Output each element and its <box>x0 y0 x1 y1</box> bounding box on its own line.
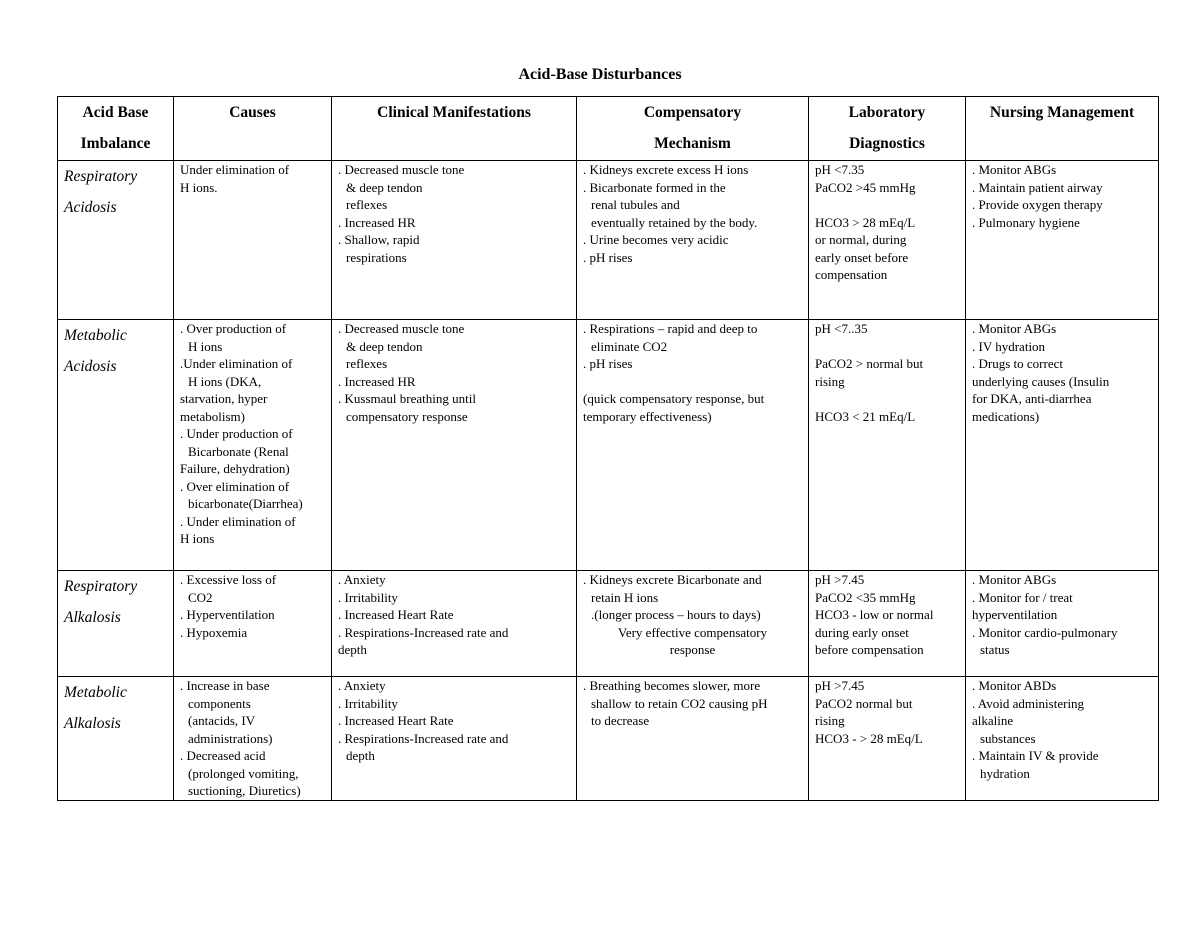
clinical-cell: . Decreased muscle tone & deep tendon reflexes . Increased HR . Shallow, rapid respirations <box>332 161 577 320</box>
header-row <box>58 97 1159 161</box>
header-compensatory-mechanism: Compensatory Mechanism <box>577 97 809 161</box>
header-causes: Causes <box>174 97 332 161</box>
table-row <box>58 161 1159 320</box>
table-row <box>58 677 1159 801</box>
nursing-cell: . Monitor ABGs . Monitor for / treat hyperventilation . Monitor cardio-pulmonary status <box>966 571 1159 677</box>
compensatory-cell: . Breathing becomes slower, more shallow to retain CO2 causing pH to decrease <box>577 677 809 801</box>
clinical-cell: . Anxiety . Irritability . Increased Heart Rate . Respirations-Increased rate and depth <box>332 571 577 677</box>
laboratory-cell: pH <7..35 PaCO2 > normal but rising HCO3 < 21 mEq/L <box>809 320 966 571</box>
table-row <box>58 320 1159 571</box>
clinical-cell: . Decreased muscle tone & deep tendon reflexes . Increased HR . Kussmaul breathing until compensatory response <box>332 320 577 571</box>
imbalance-cell: Metabolic Acidosis <box>58 320 174 571</box>
causes-cell: . Increase in base components (antacids, IV administrations) . Decreased acid (prolonged vomiting, suctioning, Diuretics) <box>174 677 332 801</box>
causes-cell: . Excessive loss of CO2 . Hyperventilation . Hypoxemia <box>174 571 332 677</box>
causes-cell: . Over production of H ions .Under elimination of H ions (DKA, starvation, hyper metabolism) . Under production of Bicarbonate (Renal Failure, dehydration) . Over elimination of bicarbonate(Diarrhea) . Under elimination of H ions <box>174 320 332 571</box>
imbalance-cell: Respiratory Acidosis <box>58 161 174 320</box>
laboratory-cell: pH >7.45 PaCO2 <35 mmHg HCO3 - low or normal during early onset before compensation <box>809 571 966 677</box>
acid-base-table <box>57 96 1159 801</box>
document-title: Acid-Base Disturbances <box>518 66 682 83</box>
compensatory-cell: . Kidneys excrete Bicarbonate and retain H ions .(longer process – hours to days) Very effective compensatory response <box>577 571 809 677</box>
nursing-cell: . Monitor ABGs . IV hydration . Drugs to correct underlying causes (Insulin for DKA, anti-diarrhea medications) <box>966 320 1159 571</box>
imbalance-cell: Metabolic Alkalosis <box>58 677 174 801</box>
clinical-cell: . Anxiety . Irritability . Increased Heart Rate . Respirations-Increased rate and depth <box>332 677 577 801</box>
header-imbalance: Acid Base Imbalance <box>58 97 174 161</box>
header-clinical-manifestations: Clinical Manifestations <box>332 97 577 161</box>
causes-cell: Under elimination of H ions. <box>174 161 332 320</box>
compensatory-cell: . Respirations – rapid and deep to eliminate CO2 . pH rises (quick compensatory response, but temporary effectiveness) <box>577 320 809 571</box>
nursing-cell: . Monitor ABDs . Avoid administering alkaline substances . Maintain IV & provide hydration <box>966 677 1159 801</box>
compensatory-cell: . Kidneys excrete excess H ions . Bicarbonate formed in the renal tubules and eventually retained by the body. . Urine becomes very acidic . pH rises <box>577 161 809 320</box>
header-laboratory-diagnostics: Laboratory Diagnostics <box>809 97 966 161</box>
laboratory-cell: pH <7.35 PaCO2 >45 mmHg HCO3 > 28 mEq/L or normal, during early onset before compensation <box>809 161 966 320</box>
header-nursing-management: Nursing Management <box>966 97 1159 161</box>
nursing-cell: . Monitor ABGs . Maintain patient airway . Provide oxygen therapy . Pulmonary hygiene <box>966 161 1159 320</box>
laboratory-cell: pH >7.45 PaCO2 normal but rising HCO3 - > 28 mEq/L <box>809 677 966 801</box>
imbalance-cell: Respiratory Alkalosis <box>58 571 174 677</box>
table-row <box>58 571 1159 677</box>
